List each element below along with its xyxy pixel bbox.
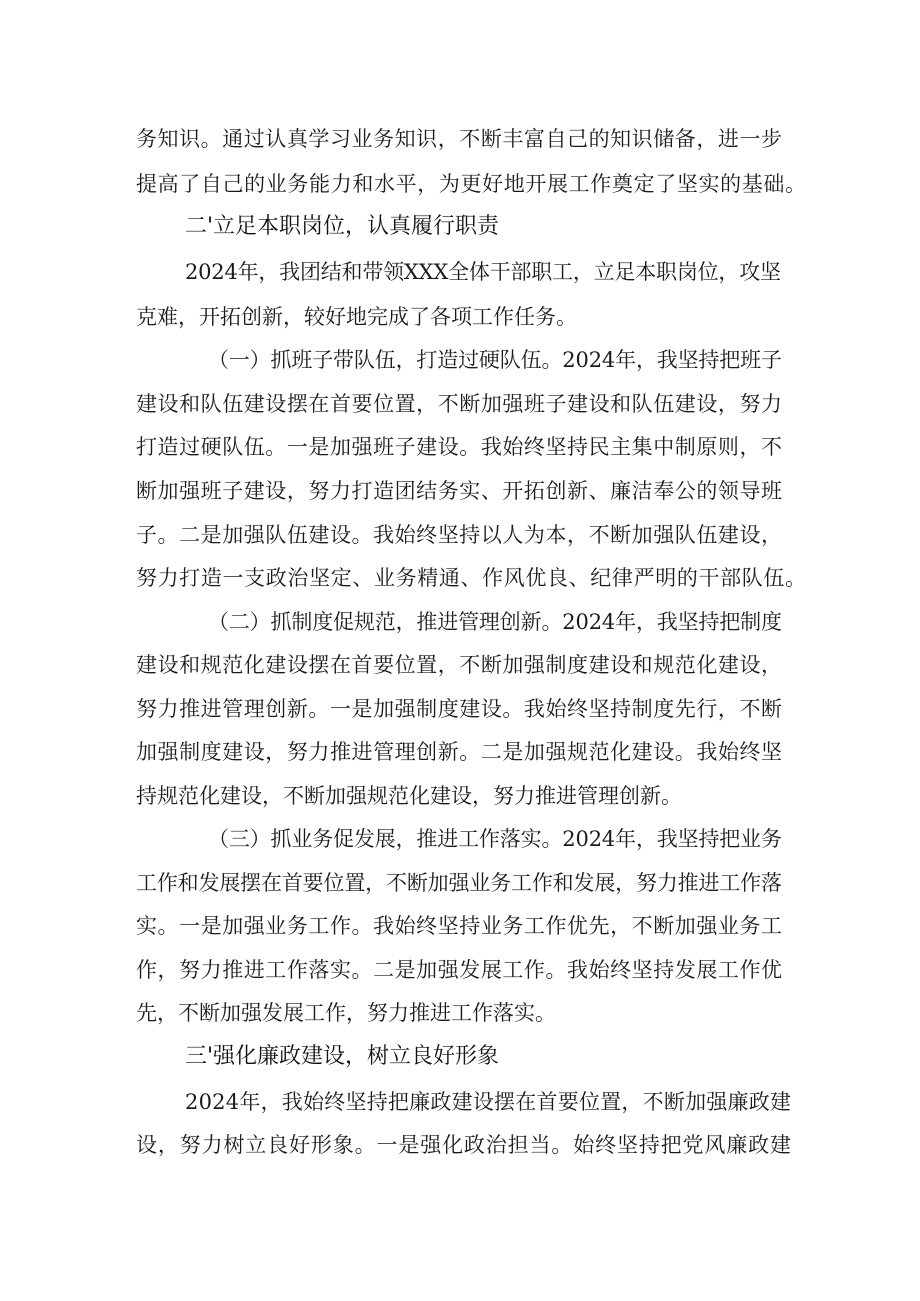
text-line: 提高了自己的业务能力和水平，为更好地开展工作奠定了坚实的基础。: [136, 172, 807, 196]
section-heading-2: 二'立足本职岗位，认真履行职责: [185, 214, 500, 239]
section-heading-3: 三'强化廉政建设，树立良好形象: [185, 1044, 500, 1069]
text-line: 打造过硬队伍。一是加强班子建设。我始终坚持民主集中制原则，不: [136, 435, 783, 459]
text-line: 建设和规范化建设摆在首要位置，不断加强制度建设和规范化建设，: [136, 653, 783, 677]
text-line: （一）抓班子带队伍，打造过硬队伍。2024年，我坚持把班子: [208, 348, 782, 372]
text-line: 务知识。通过认真学习业务知识，不断丰富自己的知识储备，进一步: [136, 127, 783, 151]
text-line: 2024年，我始终坚持把廉政建设摆在首要位置，不断加强廉政建: [185, 1090, 792, 1114]
text-line: （三）抓业务促发展，推进工作落实。2024年，我坚持把业务: [208, 827, 782, 851]
text-line: 努力打造一支政治坚定、业务精通、作风优良、纪律严明的干部队伍。: [136, 566, 807, 590]
text-line: 加强制度建设，努力推进管理创新。二是加强规范化建设。我始终坚: [136, 740, 783, 764]
text-line: 子。二是加强队伍建设。我始终坚持以人为本，不断加强队伍建设，: [136, 523, 783, 547]
text-line: 断加强班子建设，努力打造团结务实、开拓创新、廉洁奉公的领导班: [136, 479, 783, 503]
text-line: 持规范化建设，不断加强规范化建设，努力推进管理创新。: [136, 784, 682, 808]
text-line: 努力推进管理创新。一是加强制度建设。我始终坚持制度先行，不断: [136, 697, 783, 721]
text-line: 先，不断加强发展工作，努力推进工作落实。: [136, 1001, 556, 1025]
text-line: （二）抓制度促规范，推进管理创新。2024年，我坚持把制度: [208, 610, 782, 634]
text-line: 建设和队伍建设摆在首要位置，不断加强班子建设和队伍建设，努力: [136, 392, 783, 416]
text-line: 工作和发展摆在首要位置，不断加强业务工作和发展，努力推进工作落: [136, 871, 782, 895]
text-line: 实。一是加强业务工作。我始终坚持业务工作优先，不断加强业务工: [136, 914, 783, 938]
text-line: 设，努力树立良好形象。一是强化政治担当。始终坚持把党风廉政建: [136, 1133, 792, 1157]
text-line: 克难，开拓创新，较好地完成了各项工作任务。: [136, 305, 577, 329]
text-line: 作，努力推进工作落实。二是加强发展工作。我始终坚持发展工作优: [136, 958, 783, 982]
text-line: 2024年，我团结和带领XXX全体干部职工，立足本职岗位，攻坚: [185, 260, 781, 284]
